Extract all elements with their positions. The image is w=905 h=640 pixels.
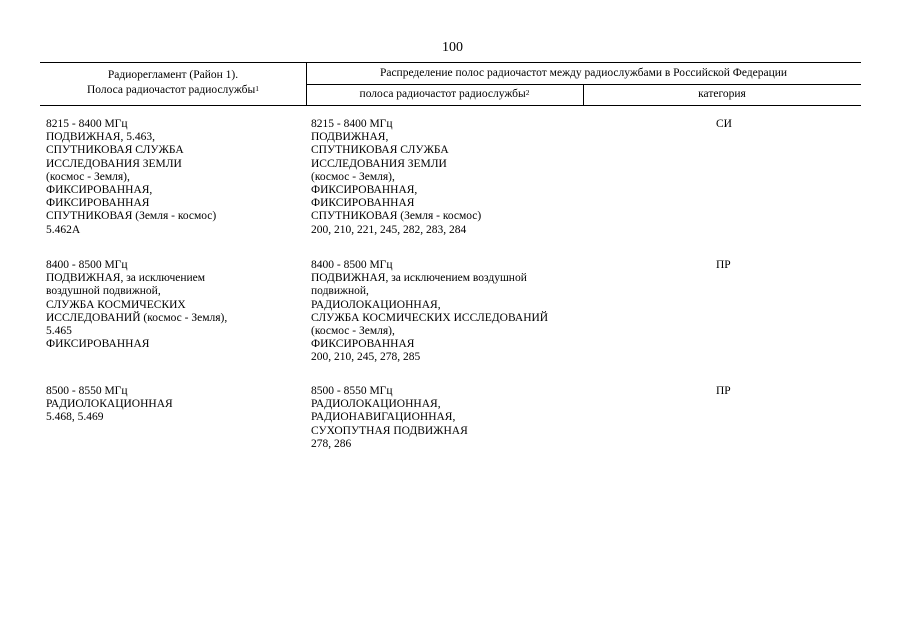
row2-left-line: ИССЛЕДОВАНИЙ (космос - Земля), — [46, 311, 228, 324]
row3-left-line: РАДИОЛОКАЦИОННАЯ — [46, 398, 173, 411]
row3-left-cell — [46, 385, 173, 425]
row2-left-line: 5.465 — [46, 325, 72, 338]
row1-left-line: 8215 - 8400 МГц — [46, 118, 128, 130]
row2-middle-cell — [311, 259, 548, 365]
row2-middle-line: РАДИОЛОКАЦИОННАЯ, — [311, 298, 441, 311]
row2-left-line: 8400 - 8500 МГц — [46, 259, 128, 271]
row2-left-line: ФИКСИРОВАННАЯ — [46, 338, 150, 351]
row1-left-line: ПОДВИЖНАЯ, 5.463, — [46, 131, 155, 144]
row2-category: ПР — [716, 259, 731, 271]
header-col3: категория — [698, 88, 746, 100]
row3-middle-line: 8500 - 8550 МГц — [311, 385, 393, 397]
row3-middle-line: РАДИОЛОКАЦИОННАЯ, — [311, 398, 441, 411]
row1-category: СИ — [716, 118, 732, 130]
row1-left-line: (космос - Земля), — [46, 170, 130, 183]
row1-middle-line: ФИКСИРОВАННАЯ — [311, 197, 415, 210]
row1-left-line: ФИКСИРОВАННАЯ — [46, 197, 150, 210]
row2-middle-line: (космос - Земля), — [311, 325, 395, 338]
row1-left-line: ИССЛЕДОВАНИЯ ЗЕМЛИ — [46, 157, 182, 170]
header-col-group: Распределение полос радиочастот между радиослужбами в Российской Федерации — [379, 67, 788, 79]
row3-left-line: 8500 - 8550 МГц — [46, 385, 128, 397]
row2-middle-line: ПОДВИЖНАЯ, за исключением воздушной — [311, 272, 527, 285]
row2-middle-line: СЛУЖБА КОСМИЧЕСКИХ ИССЛЕДОВАНИЙ — [311, 311, 549, 324]
row1-left-line: ФИКСИРОВАННАЯ, — [46, 184, 153, 197]
header-bottom-rule — [40, 105, 861, 106]
row1-left-line: 5.462A — [46, 223, 81, 236]
row2-middle-line: 200, 210, 245, 278, 285 — [311, 351, 421, 364]
row2-middle-line: ФИКСИРОВАННАЯ — [311, 338, 415, 351]
header-col2-text: полоса радиочастот радиослужбы — [359, 88, 526, 100]
row2-left-line: ПОДВИЖНАЯ, за исключением — [46, 272, 206, 285]
row3-middle-cell — [311, 385, 468, 451]
row2-left-cell — [46, 259, 227, 351]
row1-middle-line: СПУТНИКОВАЯ (Земля - космос) — [311, 210, 482, 223]
row1-middle-cell — [311, 118, 481, 237]
row1-middle-line: 8215 - 8400 МГц — [311, 118, 393, 130]
row3-middle-line: 278, 286 — [311, 437, 352, 450]
row1-left-line: СПУТНИКОВАЯ (Земля - космос) — [46, 210, 217, 223]
row1-middle-line: (космос - Земля), — [311, 170, 395, 183]
row2-left-line: воздушной подвижной, — [46, 285, 161, 298]
header-col1-line2 — [40, 83, 306, 98]
row1-middle-line: 200, 210, 221, 245, 282, 283, 284 — [311, 223, 467, 236]
header-col1-line2-text: Полоса радиочастот радиослужбы — [86, 84, 256, 96]
row3-category: ПР — [716, 385, 731, 397]
row2-middle-line: подвижной, — [311, 285, 369, 298]
header-col1-line1: Радиорегламент (Район 1). — [107, 69, 239, 81]
row1-middle-line: СПУТНИКОВАЯ СЛУЖБА — [311, 144, 449, 157]
page-number: 100 — [442, 40, 463, 55]
row2-middle-line: 8400 - 8500 МГц — [311, 259, 393, 271]
row1-middle-line: ИССЛЕДОВАНИЯ ЗЕМЛИ — [311, 157, 447, 170]
header-col2 — [306, 87, 583, 102]
row3-middle-line: РАДИОНАВИГАЦИОННАЯ, — [311, 411, 456, 424]
row1-left-line: СПУТНИКОВАЯ СЛУЖБА — [46, 144, 184, 157]
row1-middle-line: ФИКСИРОВАННАЯ, — [311, 184, 418, 197]
header-col1 — [40, 68, 306, 98]
row2-left-line: СЛУЖБА КОСМИЧЕСКИХ — [46, 298, 186, 311]
row3-left-line: 5.468, 5.469 — [46, 411, 104, 424]
row1-left-cell — [46, 118, 216, 237]
footnote-ref-1: 1 — [255, 84, 260, 93]
row1-middle-line: ПОДВИЖНАЯ, — [311, 131, 389, 144]
table-top-rule — [40, 62, 861, 63]
footnote-ref-2: 2 — [525, 88, 530, 97]
row3-middle-line: СУХОПУТНАЯ ПОДВИЖНАЯ — [311, 424, 468, 437]
